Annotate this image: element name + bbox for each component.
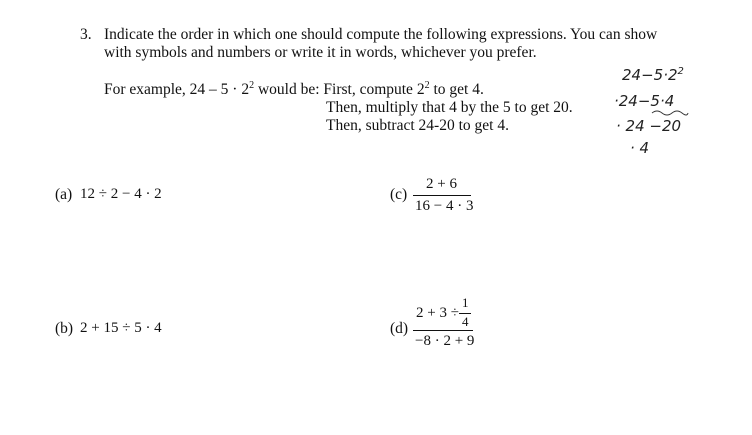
handwritten-line-2: ·24−5·4 xyxy=(614,92,675,110)
problem-number: 3. xyxy=(80,26,92,43)
example-step-2: Then, multiply that 4 by the 5 to get 20. xyxy=(326,99,573,116)
item-b-expression: 2 + 15 ÷ 5 · 4 xyxy=(80,320,162,336)
item-d-label: (d) xyxy=(390,320,409,337)
example-exponent: 2 xyxy=(249,80,255,91)
item-c-label: (c) xyxy=(390,186,408,203)
example-lead: For example, 24 – 5 · 2 xyxy=(104,81,250,98)
item-d-fraction-bar xyxy=(413,330,473,331)
item-a-expression: 12 ÷ 2 − 4 · 2 xyxy=(80,186,162,202)
item-d-denominator: −8 · 2 + 9 xyxy=(415,333,475,349)
handwritten-line-4: · 4 xyxy=(630,139,650,157)
item-c-numerator: 2 + 6 xyxy=(426,176,457,192)
item-d-inner-numerator: 1 xyxy=(462,295,469,310)
example-end: to get 4. xyxy=(429,81,484,98)
example-exponent-2: 2 xyxy=(424,80,430,91)
instruction-line-1: Indicate the order in which one should compute the following expressions. You can show xyxy=(104,26,658,43)
item-b-label: (b) xyxy=(55,320,74,337)
handwritten-line-3: · 24 −20 xyxy=(616,117,682,135)
item-d-numerator-prefix: 2 + 3 ÷ xyxy=(416,305,459,321)
example-mid: would be: First, compute 2 xyxy=(254,81,425,98)
item-a-label: (a) xyxy=(55,186,73,203)
item-d-inner-denominator: 4 xyxy=(462,314,469,329)
instruction-line-2: with symbols and numbers or write it in words, whichever you prefer. xyxy=(104,44,537,61)
example-line-1 xyxy=(104,81,484,99)
item-c-fraction-bar xyxy=(413,195,471,196)
handwritten-line-1: $24-5\cdot 2^2$ xyxy=(622,66,684,84)
item-c-denominator: 16 − 4 · 3 xyxy=(415,198,474,214)
example-step-3: Then, subtract 24-20 to get 4. xyxy=(326,117,509,134)
